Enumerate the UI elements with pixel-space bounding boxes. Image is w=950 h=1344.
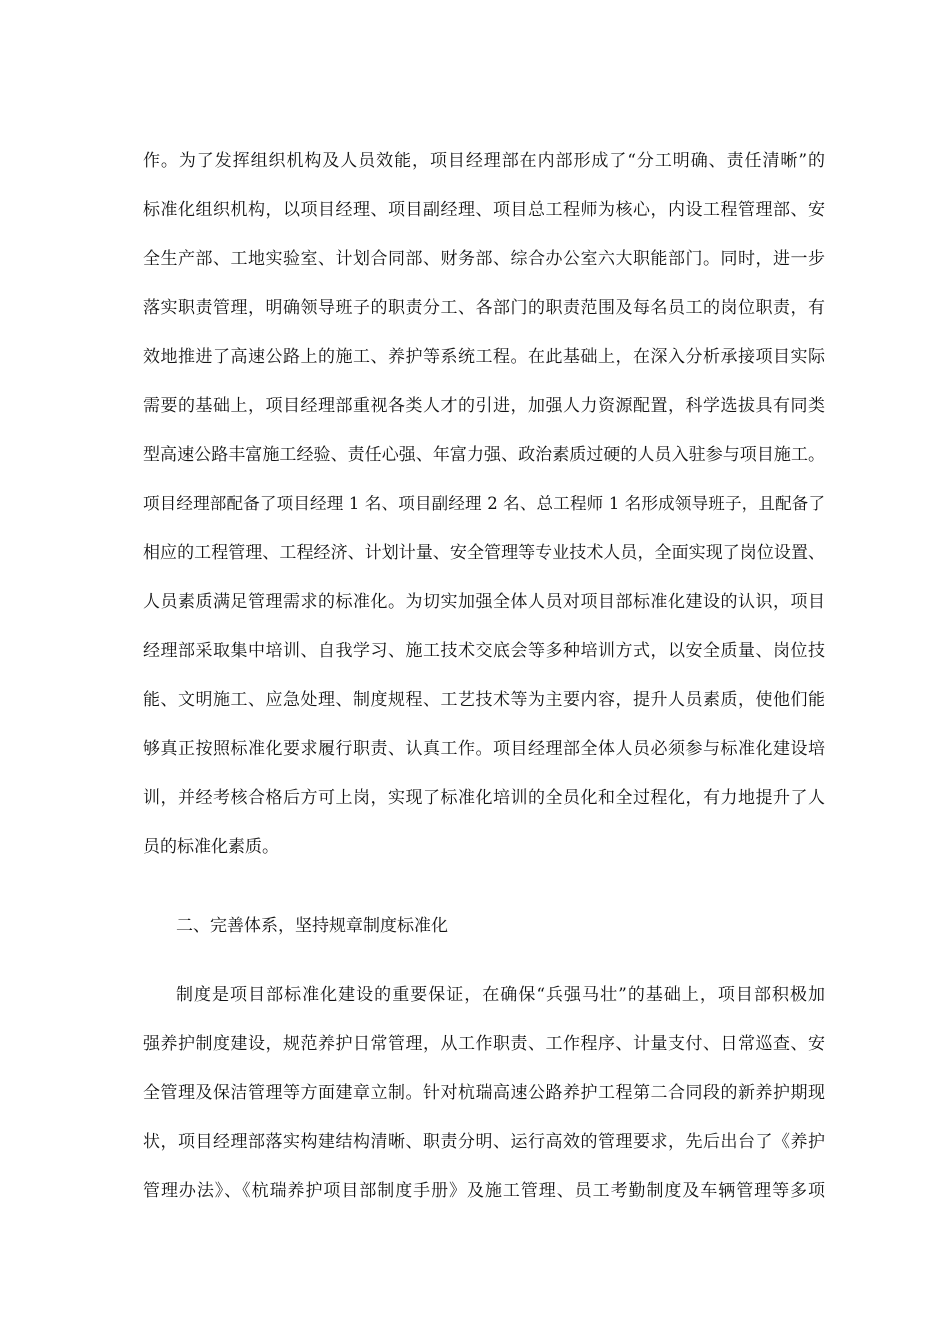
paragraph-line: 全生产部、工地实验室、计划合同部、财务部、综合办公室六大职能部门。同时，进一步 bbox=[143, 249, 825, 269]
paragraph-line: 员的标准化素质。 bbox=[143, 837, 279, 857]
paragraph-line: 需要的基础上，项目经理部重视各类人才的引进，加强人力资源配置，科学选拔具有同类 bbox=[143, 396, 825, 416]
paragraph-line: 全管理及保洁管理等方面建章立制。针对杭瑞高速公路养护工程第二合同段的新养护期现 bbox=[143, 1083, 825, 1103]
paragraph-line: 落实职责管理，明确领导班子的职责分工、各部门的职责范围及每名员工的岗位职责，有 bbox=[143, 298, 825, 318]
paragraph-line: 项目经理部配备了项目经理 1 名、项目副经理 2 名、总工程师 1 名形成领导班子，且配备了 bbox=[143, 494, 825, 513]
paragraph-line: 训，并经考核合格后方可上岗，实现了标准化培训的全员化和全过程化，有力地提升了人 bbox=[143, 788, 825, 808]
paragraph-line: 能、文明施工、应急处理、制度规程、工艺技术等为主要内容，提升人员素质，使他们能 bbox=[143, 690, 825, 710]
paragraph-line: 型高速公路丰富施工经验、责任心强、年富力强、政治素质过硬的人员入驻参与项目施工。 bbox=[143, 445, 825, 465]
paragraph-line: 够真正按照标准化要求履行职责、认真工作。项目经理部全体人员必须参与标准化建设培 bbox=[143, 739, 825, 759]
paragraph-line: 作。为了发挥组织机构及人员效能，项目经理部在内部形成了“分工明确、责任清晰”的 bbox=[143, 151, 825, 171]
paragraph-line: 人员素质满足管理需求的标准化。为切实加强全体人员对项目部标准化建设的认识，项目 bbox=[143, 592, 825, 612]
paragraph-line: 相应的工程管理、工程经济、计划计量、安全管理等专业技术人员，全面实现了岗位设置、 bbox=[143, 543, 825, 563]
paragraph-line: 管理办法》、《杭瑞养护项目部制度手册》及施工管理、员工考勤制度及车辆管理等多项 bbox=[143, 1181, 825, 1201]
paragraph-line: 经理部采取集中培训、自我学习、施工技术交底会等多种培训方式，以安全质量、岗位技 bbox=[143, 641, 825, 661]
paragraph-line: 标准化组织机构，以项目经理、项目副经理、项目总工程师为核心，内设工程管理部、安 bbox=[143, 200, 825, 220]
paragraph-line: 强养护制度建设，规范养护日常管理，从工作职责、工作程序、计量支付、日常巡查、安 bbox=[143, 1034, 825, 1054]
paragraph-line: 制度是项目部标准化建设的重要保证，在确保“兵强马壮”的基础上，项目部积极加 bbox=[176, 985, 825, 1005]
section-heading: 二、完善体系，坚持规章制度标准化 bbox=[176, 916, 448, 936]
paragraph-line: 效地推进了高速公路上的施工、养护等系统工程。在此基础上，在深入分析承接项目实际 bbox=[143, 347, 825, 367]
paragraph-line: 状，项目经理部落实构建结构清晰、职责分明、运行高效的管理要求，先后出台了《养护 bbox=[143, 1132, 825, 1152]
